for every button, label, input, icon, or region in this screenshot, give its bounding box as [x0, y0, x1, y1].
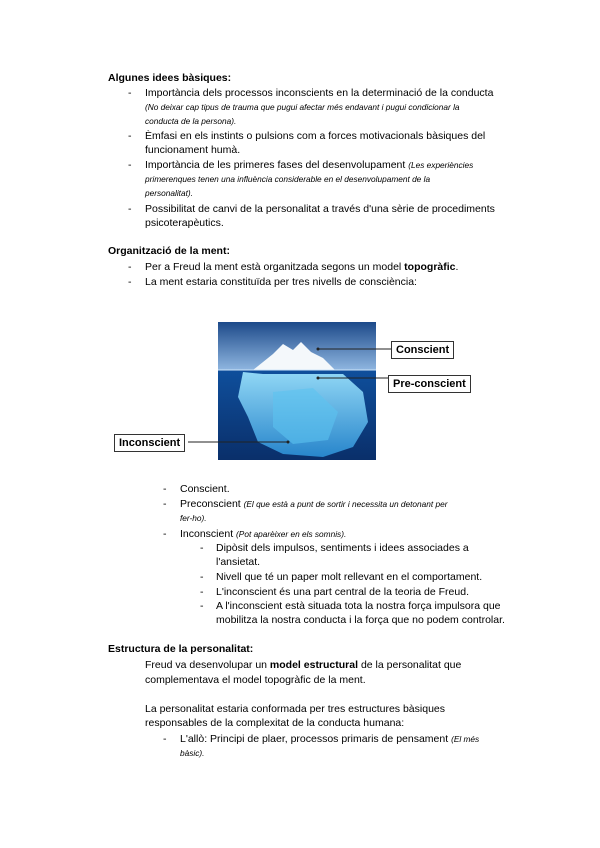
bullet-dash: - [200, 600, 204, 612]
sub-4-cont: mobilitza la nostra conducta i la força que no podem controlar. [216, 614, 505, 626]
heading-algunes-idees: Algunes idees bàsiques: [108, 72, 232, 84]
org-1-text: Per a Freud la ment està organitzada segons un model [145, 261, 402, 273]
est-p1-text: Freud va desenvolupar un [145, 659, 267, 671]
struct-1-note: (El més [451, 734, 480, 744]
level-3-text: Inconscient [180, 528, 234, 540]
idea-1-note-cont: conducta de la persona). [145, 116, 237, 126]
sub-3: L'inconscient és una part central de la teoria de Freud. [216, 586, 469, 598]
sub-2: Nivell que té un paper molt rellevant en el comportament. [216, 571, 483, 583]
bullet-dash: - [163, 528, 167, 540]
level-2-text: Preconscient [180, 498, 241, 510]
struct-1-text: L'allò: Principi de plaer, processos primaris de pensament [180, 733, 449, 745]
sub-1-cont: l'ansietat. [216, 556, 261, 568]
idea-2: Èmfasi en els instints o pulsions com a forces motivacionals bàsiques del [145, 130, 486, 142]
bullet-dash: - [128, 203, 132, 215]
struct-1-note-cont: bàsic). [180, 748, 205, 758]
est-p2-cont: responsables de la complexitat de la conducta humana: [145, 717, 405, 729]
idea-2-cont: funcionament humà. [145, 144, 241, 156]
est-p1-bold: model estructural [269, 659, 359, 671]
sub-4: A l'inconscient està situada tota la nostra força impulsora que [216, 600, 501, 612]
idea-4-cont: psicoterapèutics. [145, 217, 224, 229]
idea-3-text: Importància de les primeres fases del desenvolupament [145, 159, 406, 171]
est-p2: La personalitat estaria conformada per tres estructures bàsiques [145, 703, 445, 715]
label-conscient: Conscient [391, 341, 454, 359]
org-2: La ment estaria constituïda per tres nivells de consciència: [145, 276, 417, 288]
idea-3-note-cont: primerenques tenen una influència considerable en el desenvolupament de la [145, 174, 431, 184]
idea-3-note-end: personalitat). [145, 188, 193, 198]
est-p1-cont: complementava el model topogràfic de la ment. [145, 674, 366, 686]
bullet-dash: - [128, 87, 132, 99]
level-2 [180, 497, 448, 512]
est-p1 [145, 658, 461, 673]
bullet-dash: - [163, 733, 167, 745]
heading-organitzacio: Organització de la ment: [108, 245, 230, 257]
level-3 [180, 527, 346, 542]
bullet-dash: - [200, 586, 204, 598]
est-p1-end: de la personalitat que [360, 659, 462, 671]
idea-4: Possibilitat de canvi de la personalitat a través d'una sèrie de procediments [145, 203, 495, 215]
label-preconscient: Pre-conscient [388, 375, 471, 393]
bullet-dash: - [163, 498, 167, 510]
level-2-note: (El que està a punt de sortir i necessita un detonant per [243, 499, 448, 509]
org-1-bold: topogràfic [404, 261, 456, 273]
org-1 [145, 260, 458, 275]
bullet-dash: - [128, 261, 132, 273]
label-inconscient: Inconscient [114, 434, 185, 452]
org-1-end: . [455, 261, 459, 273]
bullet-dash: - [163, 483, 167, 495]
bullet-dash: - [128, 159, 132, 171]
idea-3 [145, 158, 473, 173]
heading-estructura: Estructura de la personalitat: [108, 643, 254, 655]
bullet-dash: - [128, 276, 132, 288]
level-3-note: (Pot aparèixer en els somnis). [236, 529, 347, 539]
level-1: Conscient. [180, 483, 230, 495]
bullet-dash: - [128, 130, 132, 142]
idea-1: Importància dels processos inconscients en la determinació de la conducta [145, 87, 494, 99]
idea-1-note: (No deixar cap tipus de trauma que pugui afectar més endavant i pugui condicionar la [145, 102, 460, 112]
idea-3-note: (Les experiències [408, 160, 474, 170]
bullet-dash: - [200, 571, 204, 583]
bullet-dash: - [200, 542, 204, 554]
level-2-note-cont: fer-ho). [180, 513, 207, 523]
struct-1 [180, 732, 479, 747]
sub-1: Dipòsit dels impulsos, sentiments i idees associades a [216, 542, 469, 554]
